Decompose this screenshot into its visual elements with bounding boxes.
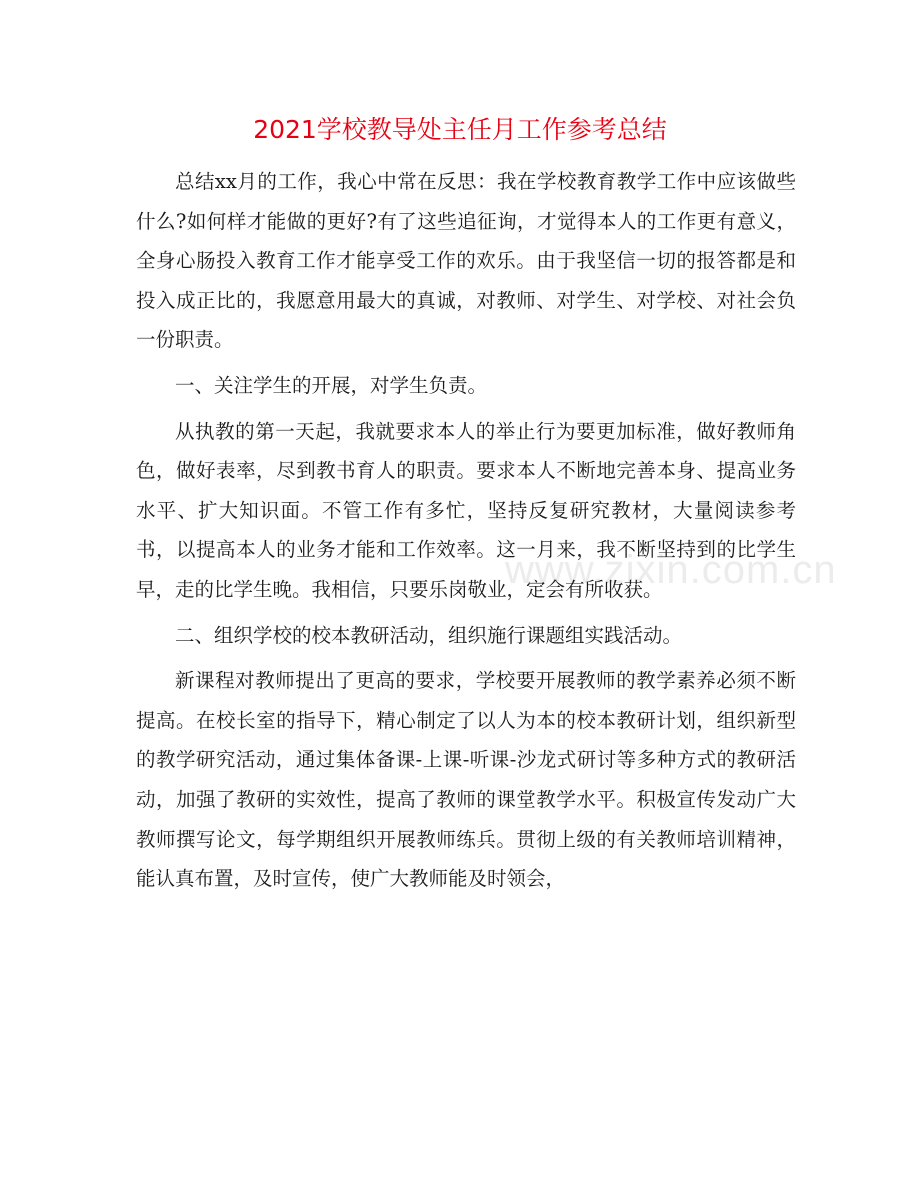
section-heading-2: 二、组织学校的校本教研活动，组织施行课题组实践活动。	[175, 623, 683, 647]
paragraph-section-1: 从执教的第一天起，我就要求本人的举止行为要更加标准，做好教师角色，做好表率，尽到教书育人的职责。要求本人不断地完善本身、提高业务水平、扩大知识面。不管工作有多忙，坚持反复研究教材，大量阅读参考书，以提高本人的业务才能和工作效率。这一月来，我不断坚持到的比学生早，走的比学生晚。我相信，只要乐岗敬业，定会有所收获。	[136, 419, 796, 601]
section-heading-1: 一、关注学生的开展，对学生负责。	[175, 373, 488, 397]
paragraph-section-2: 新课程对教师提出了更高的要求，学校要开展教师的教学素养必须不断提高。在校长室的指导下，精心制定了以人为本的校本教研计划，组织新型的教学研究活动，通过集体备课-上课-听课-沙龙式研讨等多种方式的教研活动，加强了教研的实效性，提高了教师的课堂教学水平。积极宣传发动广大教师撰写论文，每学期组织开展教师练兵。贯彻上级的有关教师培训精神，能认真布置，及时宣传，使广大教师能及时领会，	[136, 669, 796, 891]
watermark: www.zixin.com.cn	[505, 548, 837, 592]
document-body	[136, 162, 796, 905]
paragraph-intro: 总结xx月的工作，我心中常在反思：我在学校教育教学工作中应该做些什么?如何样才能做的更好?有了这些追征询，才觉得本人的工作更有意义，全身心肠投入教育工作才能享受工作的欢乐。由于我坚信一切的报答都是和投入成正比的，我愿意用最大的真诚，对教师、对学生、对学校、对社会负一份职责。	[136, 170, 796, 352]
document-title: 2021学校教导处主任月工作参考总结	[253, 115, 667, 144]
